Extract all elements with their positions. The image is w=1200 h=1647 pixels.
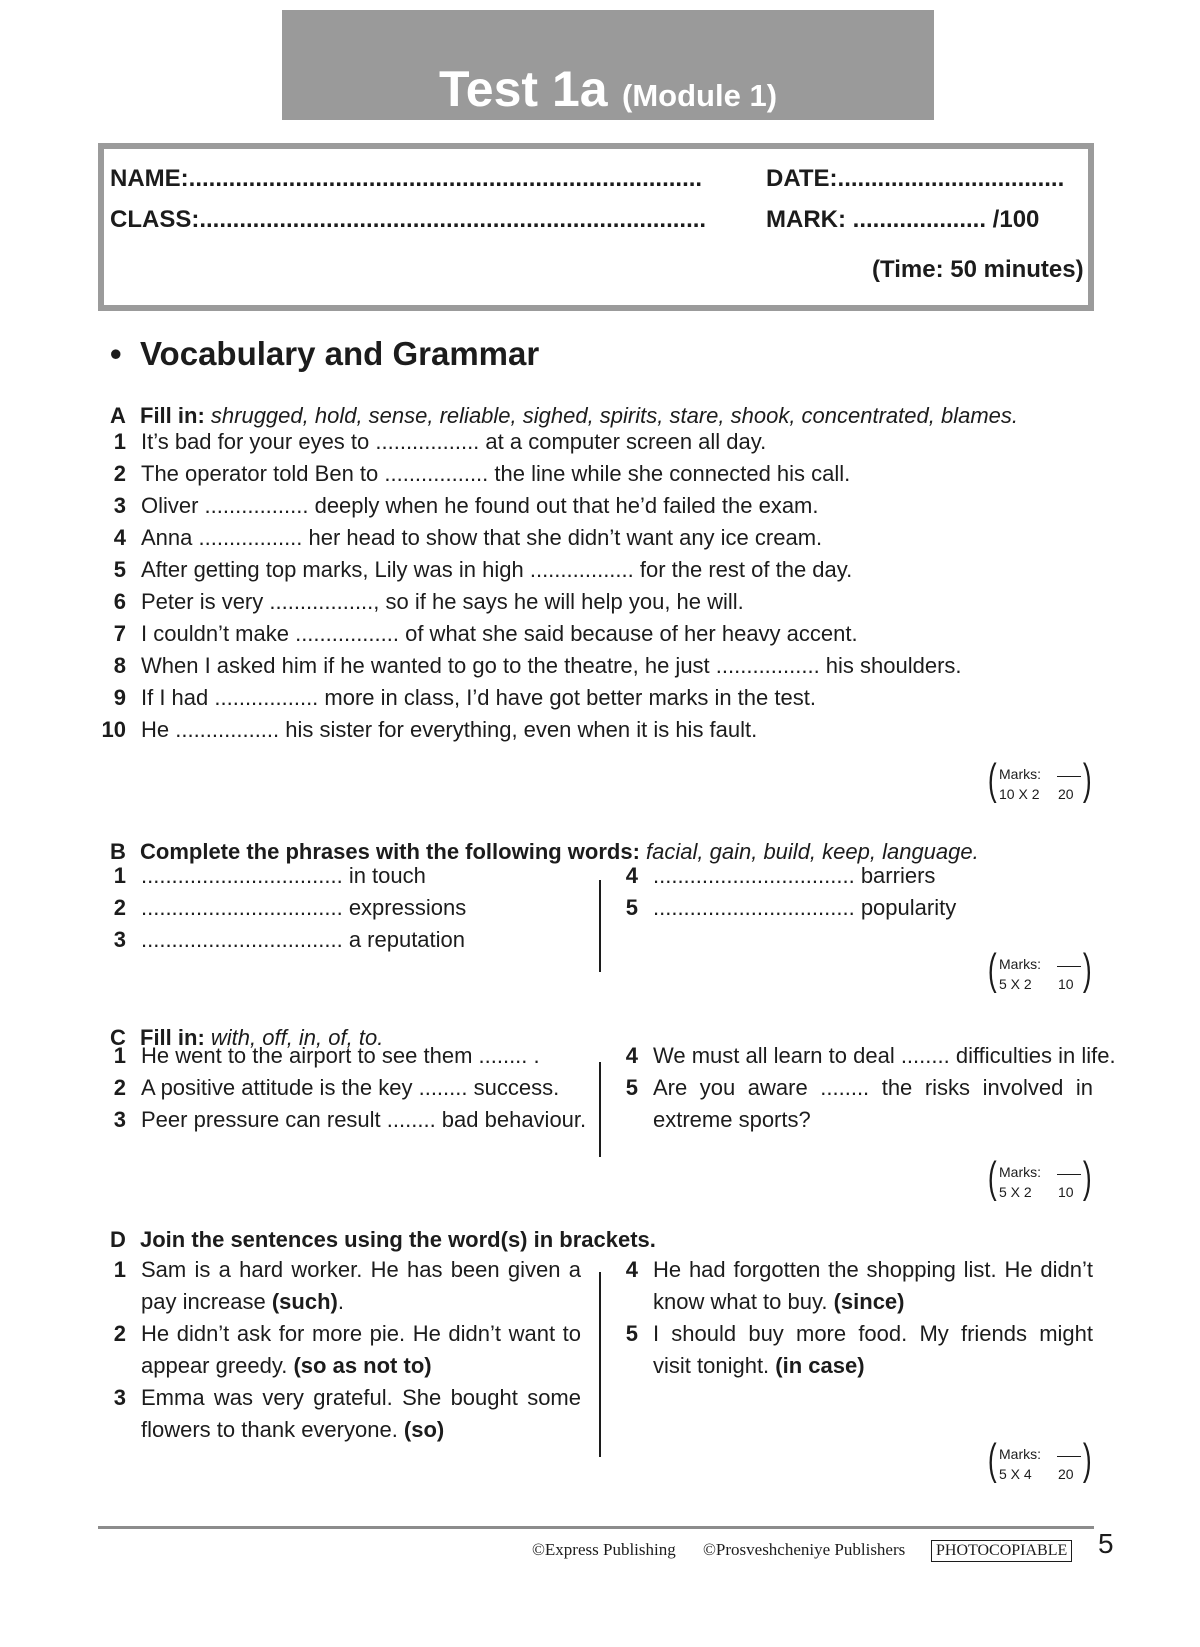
item-number: 1 <box>113 1043 126 1068</box>
section-heading <box>110 335 539 373</box>
item-text: After getting top marks, Lily was in high ................. for the rest of the day. <box>141 557 853 582</box>
item-number: 3 <box>113 927 126 952</box>
item-text: Sam is a hard worker. He has been given a pay increase (such). <box>141 1257 581 1314</box>
item-text: ................................. in touch <box>141 863 426 888</box>
item-text: I should buy more food. My friends might visit tonight. (in case) <box>653 1321 1093 1378</box>
item-number: 5 <box>625 1075 638 1100</box>
item-number: 2 <box>113 1075 126 1100</box>
item-number: 5 <box>625 1321 638 1346</box>
item-number: 6 <box>113 589 126 614</box>
item-number: 5 <box>625 895 638 920</box>
item-text: I couldn’t make ................. of what she said because of her heavy accent. <box>141 621 858 646</box>
exercise-c-instruction: C Fill in: with, off, in, of, to. <box>110 1025 384 1050</box>
item-text: He had forgotten the shopping list. He didn’t know what to buy. (since) <box>653 1257 1093 1314</box>
mark-field: MARK: .................... /100 <box>766 206 1040 233</box>
bullet-icon: • <box>110 335 122 372</box>
item-text: The operator told Ben to ................. the line while she connected his call. <box>141 461 851 486</box>
name-field: NAME:............................................................................. <box>110 165 703 192</box>
exercise-a-instruction: A Fill in: shrugged, hold, sense, reliable, sighed, spirits, stare, shook, concentrated, blames. <box>110 403 1019 428</box>
column-divider <box>599 1272 601 1457</box>
item-text: Are you aware ........ the risks involved in extreme sports? <box>653 1075 1093 1132</box>
item-number: 4 <box>625 1257 638 1282</box>
footer-express: ©Express Publishing <box>532 1540 676 1559</box>
column-divider <box>599 1062 601 1157</box>
exercise-a-marks: ( Marks: 10 X 2 20 ) <box>987 755 1093 804</box>
item-text: He went to the airport to see them ........ . <box>141 1043 540 1068</box>
exercise-a-words: shrugged, hold, sense, reliable, sighed, spirits, stare, shook, concentrated, blames. <box>210 403 1019 428</box>
exercise-d-marks: ( Marks: 5 X 4 20 ) <box>987 1435 1093 1484</box>
item-text: Oliver ................. deeply when he found out that he’d failed the exam. <box>141 493 819 518</box>
item-number: 3 <box>113 1385 126 1410</box>
item-number: 2 <box>113 1321 126 1346</box>
exercise-b-instruction: B Complete the phrases with the following words: facial, gain, build, keep, language. <box>110 839 979 864</box>
page-number: 5 <box>1098 1528 1114 1559</box>
item-number: 4 <box>625 1043 638 1068</box>
exercise-c-words: with, off, in, of, to. <box>210 1025 384 1050</box>
item-number: 1 <box>113 1257 126 1282</box>
exercise-b-marks: ( Marks: 5 X 2 10 ) <box>987 945 1093 994</box>
item-text: ................................. expressions <box>141 895 467 920</box>
item-number: 4 <box>113 525 126 550</box>
test-title: Test 1a <box>438 61 608 117</box>
item-text: He didn’t ask for more pie. He didn’t want to appear greedy. (so as not to) <box>141 1321 581 1378</box>
item-number: 8 <box>113 653 126 678</box>
footer-divider <box>98 1526 1094 1529</box>
item-text: We must all learn to deal ........ difficulties in life. <box>653 1043 1116 1068</box>
item-text: Peer pressure can result ........ bad behaviour. <box>141 1107 587 1132</box>
item-number: 9 <box>113 685 126 710</box>
photocopiable-badge: PHOTOCOPIABLE <box>931 1540 1072 1562</box>
item-number: 1 <box>113 429 126 454</box>
item-text: ................................. barriers <box>653 863 936 888</box>
item-number: 3 <box>113 1107 126 1132</box>
item-text: Peter is very ................., so if he says he will help you, he will. <box>141 589 744 614</box>
item-number: 2 <box>113 461 126 486</box>
exercise-b-words: facial, gain, build, keep, language. <box>646 839 979 864</box>
exercise-c-marks: ( Marks: 5 X 2 10 ) <box>987 1153 1093 1202</box>
item-number: 10 <box>101 717 126 742</box>
test-title-banner <box>282 10 934 120</box>
item-number: 3 <box>113 493 126 518</box>
item-number: 4 <box>625 863 638 888</box>
item-number: 2 <box>113 895 126 920</box>
item-number: 7 <box>113 621 126 646</box>
class-field: CLASS:............................................................................ <box>110 206 707 233</box>
date-field: DATE:.................................. <box>766 165 1065 192</box>
item-number: 1 <box>113 863 126 888</box>
section-title: Vocabulary and Grammar <box>140 335 540 372</box>
item-text: ................................. popularity <box>653 895 957 920</box>
time-limit: (Time: 50 minutes) <box>872 256 1084 283</box>
item-text: When I asked him if he wanted to go to the theatre, he just ................. his shoulders. <box>141 653 962 678</box>
item-text: It’s bad for your eyes to ................. at a computer screen all day. <box>141 429 767 454</box>
item-text: ................................. a reputation <box>141 927 466 952</box>
item-text: A positive attitude is the key ........ success. <box>141 1075 560 1100</box>
column-divider <box>599 880 601 972</box>
exercise-d-instruction: D Join the sentences using the word(s) in brackets. <box>110 1227 656 1252</box>
item-text: Anna ................. her head to show that she didn’t want any ice cream. <box>141 525 823 550</box>
footer-prosveshcheniye: ©Prosveshcheniye Publishers <box>703 1540 906 1559</box>
item-text: If I had ................. more in class, I’d have got better marks in the test. <box>141 685 816 710</box>
item-number: 5 <box>113 557 126 582</box>
item-text: Emma was very grateful. She bought some flowers to thank everyone. (so) <box>141 1385 581 1442</box>
item-text: He ................. his sister for everything, even when it is his fault. <box>141 717 758 742</box>
test-subtitle: (Module 1) <box>622 78 778 113</box>
